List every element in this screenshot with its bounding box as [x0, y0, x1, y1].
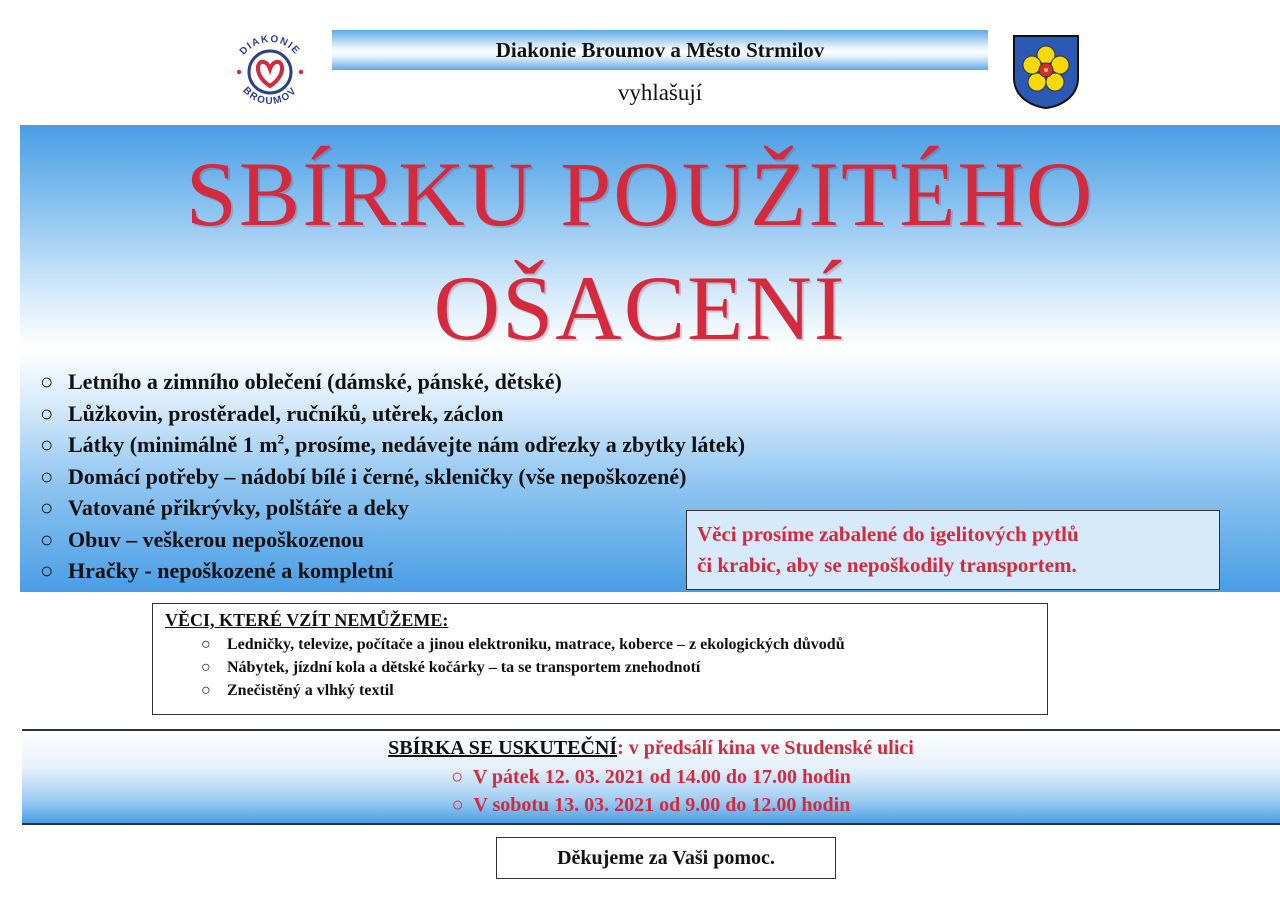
list-item: ○ Lůžkovin, prostěradel, ručníků, utěrek, záclon [40, 398, 745, 430]
bullet-icon: ○ [40, 495, 54, 520]
headline-line-2: OŠACENÍ [433, 257, 847, 359]
thanks-box [496, 837, 836, 879]
accepted-items-list [40, 366, 745, 587]
list-item: ○ Ledničky, televize, počítače a jinou elektroniku, matrace, koberce – z ekologických důvodů [201, 633, 1035, 656]
diakonie-broumov-logo [226, 30, 314, 114]
list-item: ○ Vatované přikrývky, polštáře a deky [40, 492, 745, 524]
bullet-icon: ○ [40, 463, 54, 489]
packing-note-box [686, 510, 1220, 590]
list-item: ○ Domácí potřeby – nádobí bílé i černé, skleničky (vše nepoškozené) [40, 461, 745, 493]
packing-note-line-1: Věci prosíme zabalené do igelitových pytlů [697, 522, 1079, 546]
bullet-icon: ○ [40, 432, 54, 457]
header-title: Diakonie Broumov a Město Strmilov [495, 37, 825, 62]
list-item: ○ Letního a zimního oblečení (dámské, pánské, dětské) [40, 366, 745, 398]
bullet-icon: ○ [201, 682, 211, 699]
header-subtitle: vyhlašují [617, 80, 703, 105]
list-item: ○ Nábytek, jízdní kola a dětské kočárky – ta se transportem znehodnotí [201, 656, 1035, 679]
packing-note-line-2: či krabic, aby se nepoškodily transportem. [697, 553, 1077, 577]
headline-line-1: SBÍRKU POUŽITÉHO [185, 143, 1095, 245]
bullet-icon: ○ [40, 526, 54, 552]
divider [22, 823, 1280, 825]
bullet-icon: ○ [201, 636, 211, 653]
not-accepted-title: VĚCI, KTERÉ VZÍT NEMŮŽEME: [165, 610, 449, 630]
list-item: ○ Hračky - nepoškozené a kompletní [40, 555, 745, 587]
strmilov-coat-of-arms [1012, 34, 1080, 110]
diakonie-logo-icon [226, 30, 314, 114]
event-heading [22, 737, 1280, 760]
event-lead: SBÍRKA SE USKUTEČNÍ [388, 737, 618, 759]
logo-top-text: DIAKONIE [237, 33, 303, 58]
header-band [332, 30, 988, 70]
bullet-icon: ○ [40, 369, 54, 394]
event-date-1: ○ V pátek 12. 03. 2021 od 14.00 do 17.00 hodin [451, 766, 851, 788]
bullet-icon: ○ [40, 400, 54, 426]
thanks-text: Děkujeme za Vaši pomoc. [557, 846, 775, 869]
list-item: ○ Látky (minimálně 1 $m^2$, prosíme, nedávejte nám odřezky a zbytky látek) [40, 429, 745, 461]
event-location: : v předsálí kina ve Studenské ulici [617, 737, 914, 759]
not-accepted-box [152, 603, 1048, 715]
bullet-icon: ○ [451, 794, 464, 816]
list-item: ○ Obuv – veškerou nepoškozenou [40, 524, 745, 556]
bullet-icon: ○ [201, 659, 211, 676]
coat-of-arms-icon [1012, 34, 1080, 110]
bullet-icon: ○ [40, 558, 54, 583]
list-item: ○ Znečistěný a vlhký textil [201, 679, 1035, 702]
logo-bottom-text: BROUMOV [240, 85, 300, 108]
event-date-2: ○ V sobotu 13. 03. 2021 od 9.00 do 12.00 hodin [451, 794, 851, 816]
not-accepted-list [165, 633, 1035, 702]
bullet-icon: ○ [451, 766, 464, 788]
